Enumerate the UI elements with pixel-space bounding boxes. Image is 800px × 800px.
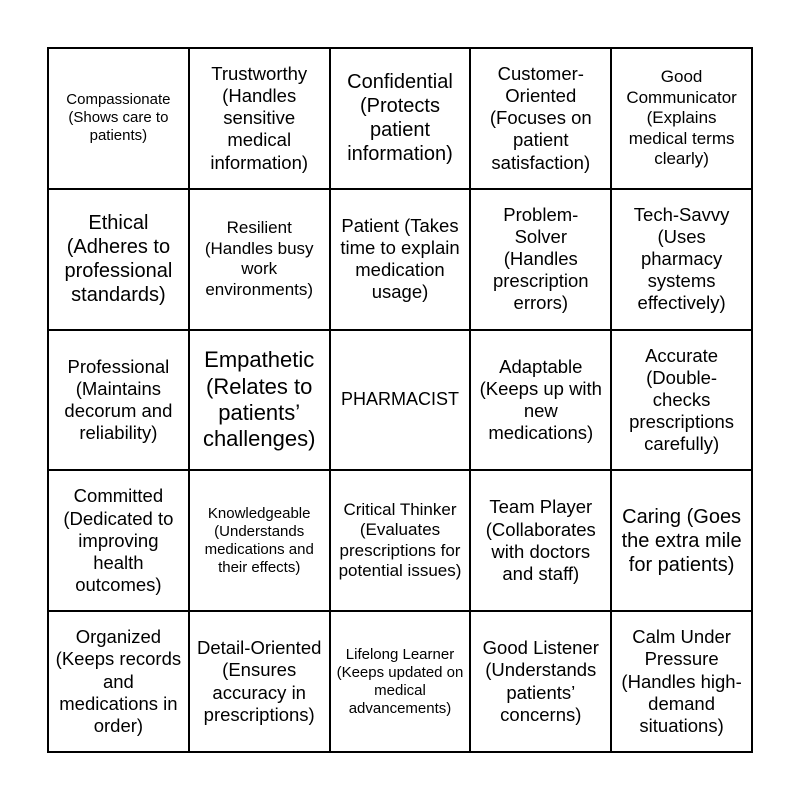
bingo-cell[interactable]: [331, 612, 472, 753]
cell-text: Calm Under Pressure (Handles high-demand situations): [621, 626, 742, 736]
cell-text: Organized (Keeps records and medications in order): [55, 626, 182, 736]
cell-text: Ethical (Adheres to professional standards): [64, 212, 173, 307]
cell-text: Committed (Dedicated to improving health outcomes): [63, 485, 174, 596]
bingo-cell[interactable]: [612, 331, 753, 472]
bingo-cell[interactable]: [471, 49, 612, 190]
cell-text: Trustworthy (Handles sensitive medical information): [210, 62, 309, 173]
bingo-cell[interactable]: [190, 471, 331, 612]
bingo-cell-free[interactable]: [331, 331, 472, 472]
cell-text: Critical Thinker (Evaluates prescriptions for potential issues): [338, 500, 462, 581]
cell-text: Caring (Goes the extra mile for patients): [621, 505, 742, 576]
bingo-cell[interactable]: [49, 331, 190, 472]
bingo-cell[interactable]: [471, 612, 612, 753]
cell-text: Good Listener (Understands patients’ concerns): [482, 637, 599, 725]
bingo-cell[interactable]: [612, 471, 753, 612]
cell-text: Team Player (Collaborates with doctors and staff): [485, 496, 596, 584]
cell-text: Compassionate (Shows care to patients): [66, 91, 171, 145]
cell-text: Customer-Oriented (Focuses on patient satisfaction): [489, 62, 592, 173]
bingo-cell[interactable]: [49, 190, 190, 331]
bingo-cell[interactable]: [612, 190, 753, 331]
bingo-cell[interactable]: [49, 612, 190, 753]
bingo-board: [47, 47, 753, 753]
cell-text: Patient (Takes time to explain medication usage): [340, 214, 460, 303]
bingo-cell[interactable]: [471, 471, 612, 612]
cell-text: Professional (Maintains decorum and reliability): [64, 355, 173, 444]
bingo-cell[interactable]: [49, 471, 190, 612]
cell-text: Confidential (Protects patient information): [347, 71, 453, 166]
bingo-cell[interactable]: [49, 49, 190, 190]
cell-text: Knowledgeable (Understands medications and their effects): [204, 504, 314, 576]
bingo-cell[interactable]: [331, 190, 472, 331]
cell-text: Lifelong Learner (Keeps updated on medical advancements): [336, 645, 464, 717]
cell-text: Problem-Solver (Handles prescription errors): [492, 203, 589, 314]
bingo-cell[interactable]: [331, 49, 472, 190]
bingo-cell[interactable]: [190, 612, 331, 753]
bingo-cell[interactable]: [331, 471, 472, 612]
bingo-cell[interactable]: [612, 49, 753, 190]
bingo-cell[interactable]: [190, 190, 331, 331]
cell-text: Resilient (Handles busy work environments): [204, 218, 314, 299]
bingo-cell[interactable]: [471, 190, 612, 331]
cell-text: Detail-Oriented (Ensures accuracy in prescriptions): [196, 637, 322, 725]
cell-text: Empathetic (Relates to patients’ challenges): [202, 347, 316, 452]
bingo-cell[interactable]: [190, 49, 331, 190]
cell-text: Good Communicator (Explains medical terms clearly): [626, 67, 737, 168]
cell-text: Accurate (Double-checks prescriptions carefully): [629, 344, 735, 455]
cell-text: Tech-Savvy (Uses pharmacy systems effectively): [633, 203, 730, 314]
bingo-cell[interactable]: [190, 331, 331, 472]
bingo-cell[interactable]: [612, 612, 753, 753]
cell-text: Adaptable (Keeps up with new medications): [479, 355, 602, 444]
cell-text: PHARMACIST: [340, 389, 459, 410]
bingo-cell[interactable]: [471, 331, 612, 472]
